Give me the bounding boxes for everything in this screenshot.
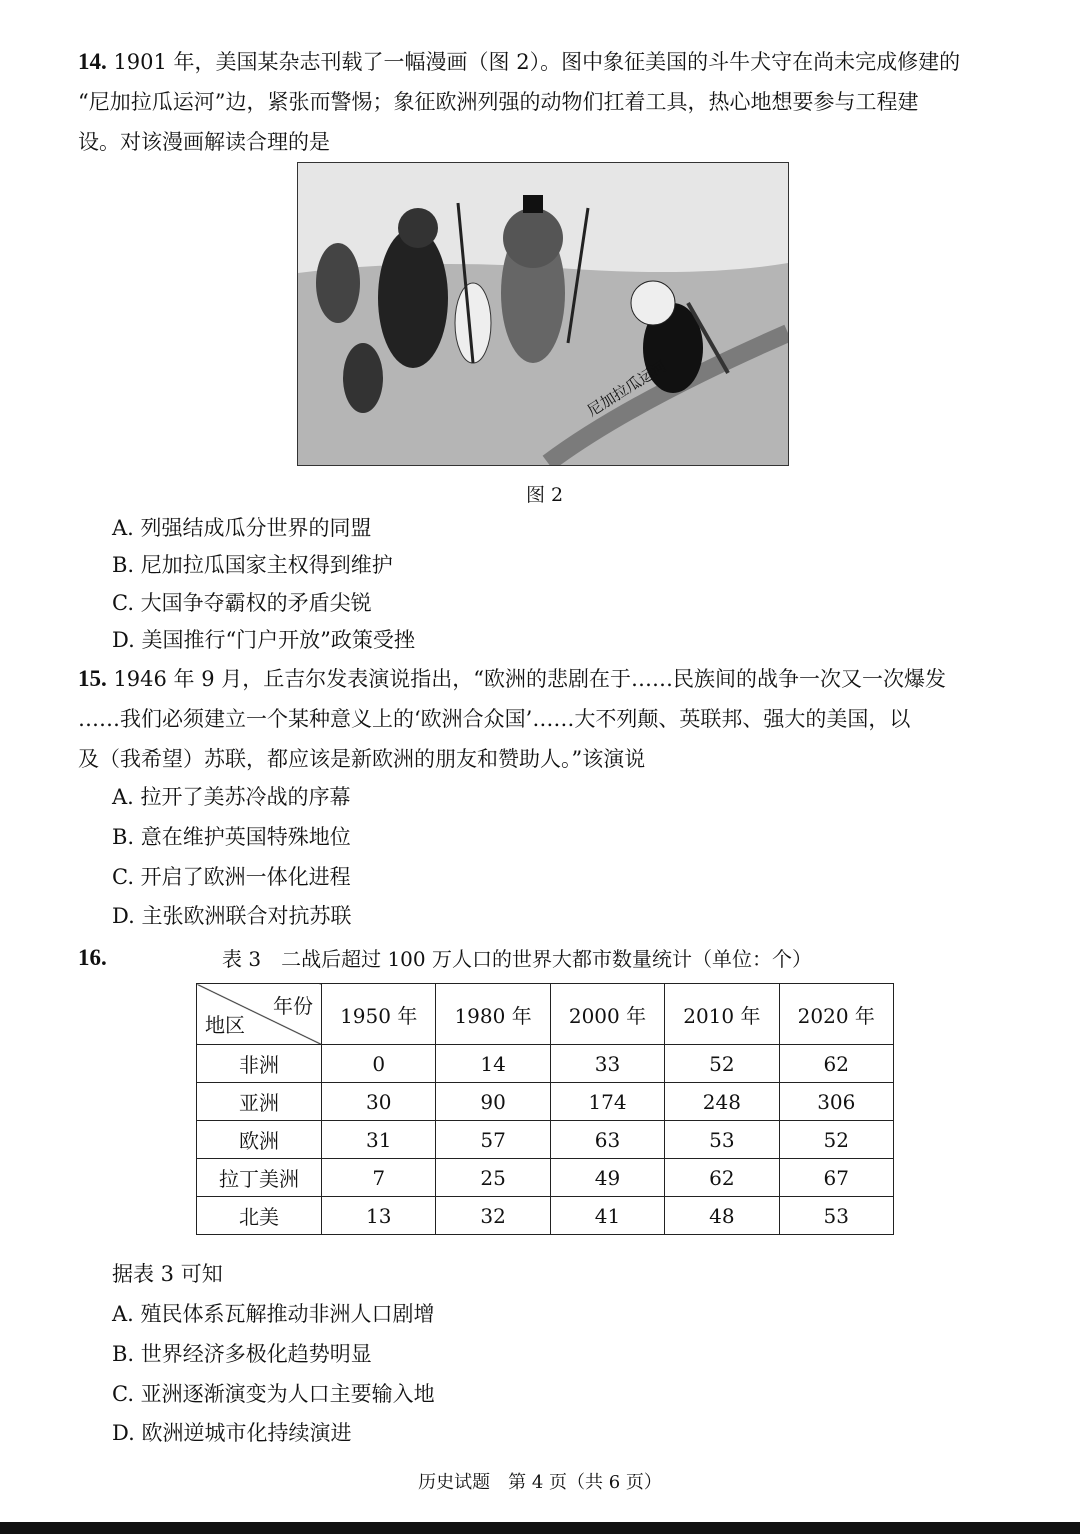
value-cell: 25: [436, 1159, 550, 1197]
region-cell: 亚洲: [197, 1083, 322, 1121]
table-row: [197, 1159, 894, 1197]
question-text-line: 1901 年，美国某杂志刊载了一幅漫画（图 2）。图中象征美国的斗牛犬守在尚未完成修建的: [113, 50, 961, 74]
value-cell: 31: [322, 1121, 436, 1159]
value-cell: 7: [322, 1159, 436, 1197]
year-header: 2000 年: [550, 984, 664, 1045]
question-text-line: 设。对该漫画解读合理的是: [78, 130, 330, 154]
value-cell: 248: [665, 1083, 779, 1121]
table-row: [197, 1197, 894, 1235]
question-number: 15.: [78, 666, 107, 691]
year-header: 2010 年: [665, 984, 779, 1045]
option-b: B. 世界经济多极化趋势明显: [112, 1342, 372, 1366]
value-cell: 67: [779, 1159, 893, 1197]
value-cell: 13: [322, 1197, 436, 1235]
value-cell: 49: [550, 1159, 664, 1197]
table-corner-cell: [197, 984, 322, 1045]
value-cell: 52: [779, 1121, 893, 1159]
question-text-line: ……我们必须建立一个某种意义上的‘欧洲合众国’……大不列颠、英联邦、强大的美国，以: [78, 707, 911, 731]
bottom-edge-bar: [0, 1522, 1080, 1534]
value-cell: 0: [322, 1045, 436, 1083]
region-cell: 北美: [197, 1197, 322, 1235]
table-row: [197, 1121, 894, 1159]
question-text-line: “尼加拉瓜运河”边，紧张而警惕；象征欧洲列强的动物们扛着工具，热心地想要参与工程建: [78, 90, 919, 114]
value-cell: 41: [550, 1197, 664, 1235]
question-text-line: 及（我希望）苏联，都应该是新欧洲的朋友和赞助人。”该演说: [78, 747, 646, 771]
value-cell: 53: [779, 1197, 893, 1235]
question-number: 14.: [78, 49, 107, 74]
year-header: 2020 年: [779, 984, 893, 1045]
page-footer: 历史试题 第 4 页（共 6 页）: [418, 1472, 662, 1493]
option-b: B. 意在维护英国特殊地位: [112, 825, 351, 849]
option-a: A. 殖民体系瓦解推动非洲人口剧增: [112, 1302, 435, 1326]
value-cell: 174: [550, 1083, 664, 1121]
option-a: A. 列强结成瓜分世界的同盟: [112, 516, 372, 540]
data-table: [196, 983, 894, 1235]
value-cell: 48: [665, 1197, 779, 1235]
value-cell: 57: [436, 1121, 550, 1159]
value-cell: 63: [550, 1121, 664, 1159]
value-cell: 62: [665, 1159, 779, 1197]
question-16: [78, 938, 107, 978]
cartoon-figure: [297, 162, 789, 466]
value-cell: 14: [436, 1045, 550, 1083]
year-header: 1950 年: [322, 984, 436, 1045]
option-b: B. 尼加拉瓜国家主权得到维护: [112, 553, 393, 577]
question-number: 16.: [78, 945, 107, 970]
question-14: [78, 42, 1028, 162]
table-row: [197, 1083, 894, 1121]
value-cell: 52: [665, 1045, 779, 1083]
option-c: C. 大国争夺霸权的矛盾尖锐: [112, 591, 372, 615]
value-cell: 30: [322, 1083, 436, 1121]
value-cell: 53: [665, 1121, 779, 1159]
canal-label: 尼加拉瓜运河: [584, 356, 670, 420]
value-cell: 32: [436, 1197, 550, 1235]
table-header-row: [197, 984, 894, 1045]
option-d: D. 欧洲逆城市化持续演进: [112, 1421, 352, 1445]
question-stem: 据表 3 可知: [112, 1262, 223, 1286]
region-cell: 非洲: [197, 1045, 322, 1083]
option-c: C. 亚洲逐渐演变为人口主要输入地: [112, 1382, 435, 1406]
table-row: [197, 1045, 894, 1083]
option-a: A. 拉开了美苏冷战的序幕: [112, 785, 351, 809]
value-cell: 90: [436, 1083, 550, 1121]
value-cell: 33: [550, 1045, 664, 1083]
value-cell: 306: [779, 1083, 893, 1121]
year-header: 1980 年: [436, 984, 550, 1045]
option-d: D. 美国推行“门户开放”政策受挫: [112, 628, 415, 652]
option-d: D. 主张欧洲联合对抗苏联: [112, 904, 352, 928]
header-region: 地区: [205, 1013, 245, 1037]
question-15: [78, 659, 1028, 779]
value-cell: 62: [779, 1045, 893, 1083]
region-cell: 拉丁美洲: [197, 1159, 322, 1197]
question-text-line: 1946 年 9 月，丘吉尔发表演说指出，“欧洲的悲剧在于……民族间的战争一次又一次爆发: [113, 667, 947, 691]
region-cell: 欧洲: [197, 1121, 322, 1159]
figure-caption: 图 2: [526, 484, 564, 506]
header-year: 年份: [273, 994, 313, 1018]
table-title: 表 3 二战后超过 100 万人口的世界大都市数量统计（单位：个）: [222, 947, 812, 971]
option-c: C. 开启了欧洲一体化进程: [112, 865, 351, 889]
